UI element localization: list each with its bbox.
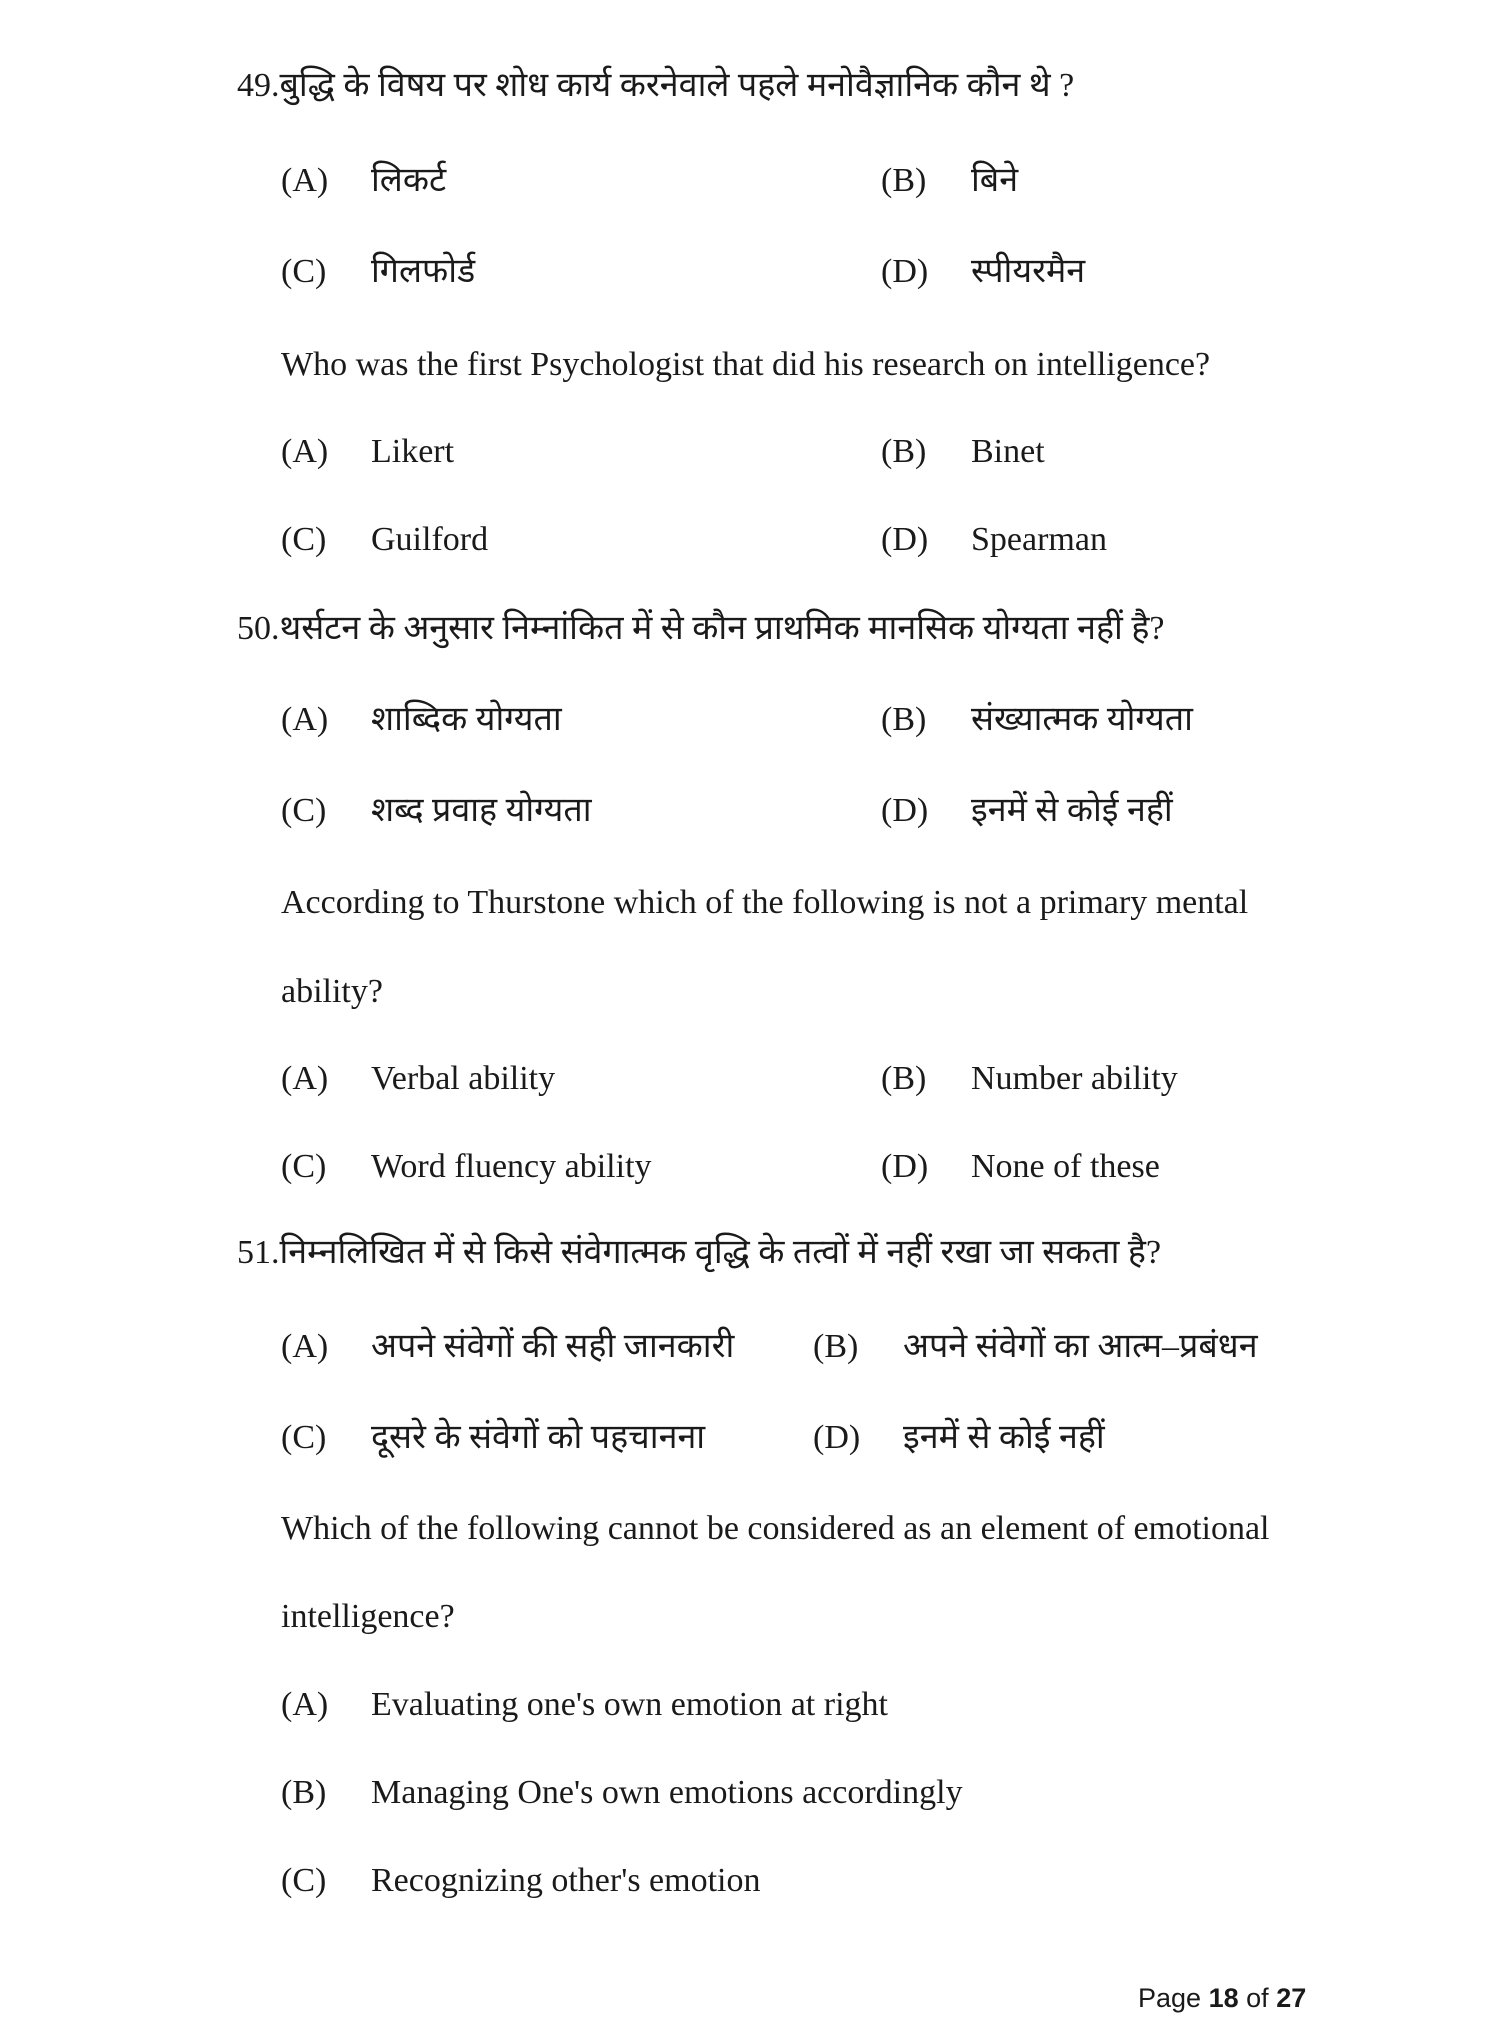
option-label: (B) [881, 433, 927, 470]
option-text: Guilford [371, 521, 489, 558]
current-page-number: 18 [1208, 1983, 1239, 2013]
option-text: Number ability [971, 1060, 1178, 1097]
option-text: Spearman [971, 521, 1107, 558]
of-word: of [1246, 1983, 1269, 2013]
question-50-hindi: 50.थर्सटन के अनुसार निम्नांकित में से कौन प्राथमिक मानसिक योग्यता नहीं है? [237, 610, 1165, 647]
option-label: (D) [881, 253, 929, 290]
option-text: अपने संवेगों की सही जानकारी [371, 1328, 735, 1365]
option-text: बिने [971, 162, 1019, 199]
option-text: Recognizing other's emotion [371, 1862, 761, 1899]
option-label: (C) [281, 1419, 327, 1456]
question-50-english-line-2: ability? [281, 973, 383, 1010]
option-text: Binet [971, 433, 1045, 470]
option-text: लिकर्ट [371, 162, 447, 199]
option-text: दूसरे के संवेगों को पहचानना [371, 1419, 706, 1456]
option-text: Likert [371, 433, 455, 470]
option-label: (B) [813, 1328, 859, 1365]
option-label: (D) [881, 1148, 929, 1185]
option-text: Evaluating one's own emotion at right [371, 1686, 888, 1723]
option-label: (A) [281, 162, 329, 199]
option-label: (C) [281, 253, 327, 290]
page-word: Page [1138, 1983, 1202, 2013]
option-label: (B) [881, 701, 927, 738]
option-label: (A) [281, 433, 329, 470]
option-text: शाब्दिक योग्यता [371, 701, 562, 738]
option-label: (D) [881, 792, 929, 829]
option-label: (D) [881, 521, 929, 558]
option-label: (A) [281, 701, 329, 738]
option-label: (B) [881, 1060, 927, 1097]
option-text: Managing One's own emotions accordingly [371, 1774, 963, 1811]
option-text: स्पीयरमैन [971, 253, 1086, 290]
question-51-english-line-2: intelligence? [281, 1598, 455, 1635]
question-51-hindi: 51.निम्नलिखित में से किसे संवेगात्मक वृद्धि के तत्वों में नहीं रखा जा सकता है? [237, 1234, 1162, 1271]
option-text: इनमें से कोई नहीं [971, 792, 1173, 829]
option-label: (A) [281, 1328, 329, 1365]
option-label: (B) [281, 1774, 327, 1811]
option-label: (A) [281, 1060, 329, 1097]
question-51-english-line-1: Which of the following cannot be considered as an element of emotional [281, 1510, 1270, 1547]
option-text: None of these [971, 1148, 1160, 1185]
option-text: अपने संवेगों का आत्म–प्रबंधन [903, 1328, 1258, 1365]
option-label: (C) [281, 1148, 327, 1185]
question-49-hindi: 49.बुद्धि के विषय पर शोध कार्य करनेवाले पहले मनोवैज्ञानिक कौन थे ? [237, 67, 1075, 104]
option-label: (A) [281, 1686, 329, 1723]
option-label: (C) [281, 1862, 327, 1899]
option-text: शब्द प्रवाह योग्यता [371, 792, 592, 829]
total-pages-number: 27 [1276, 1983, 1307, 2013]
option-text: संख्यात्मक योग्यता [971, 701, 1193, 738]
option-label: (C) [281, 792, 327, 829]
option-label: (B) [881, 162, 927, 199]
option-label: (D) [813, 1419, 861, 1456]
option-label: (C) [281, 521, 327, 558]
option-text: Verbal ability [371, 1060, 556, 1097]
question-50-english-line-1: According to Thurstone which of the following is not a primary mental [281, 884, 1249, 921]
page-number-footer [1138, 1982, 1306, 2014]
option-text: Word fluency ability [371, 1148, 652, 1185]
question-49-english: Who was the first Psychologist that did his research on intelligence? [281, 346, 1211, 383]
option-text: गिलफोर्ड [371, 253, 476, 290]
option-text: इनमें से कोई नहीं [903, 1419, 1105, 1456]
